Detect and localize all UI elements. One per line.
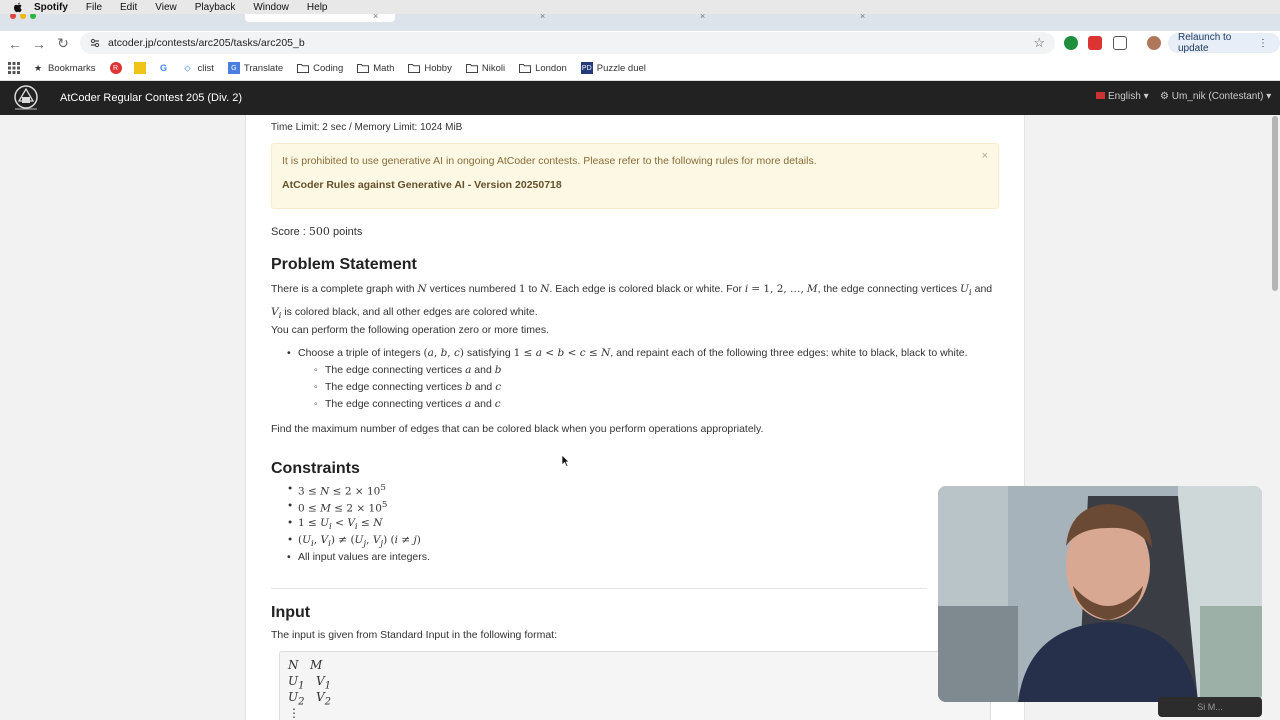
back-icon[interactable]: ← — [8, 35, 22, 52]
browser-tab[interactable] — [400, 14, 550, 22]
relaunch-label: Relaunch to update — [1178, 32, 1232, 54]
statement-text: There is a complete graph with — [271, 283, 415, 295]
webcam-person-image — [938, 486, 1262, 702]
bookmark-puzzle-duel[interactable] — [581, 62, 646, 74]
bookmark-math[interactable] — [357, 62, 394, 74]
statement-text: to — [528, 283, 538, 295]
mouse-cursor-icon — [561, 454, 570, 467]
ai-rules-link[interactable]: AtCoder Rules against Generative AI - Version 20250718 — [282, 179, 562, 191]
constraint-m: • $0 \le M \le 2 \times 10^5$ — [298, 500, 388, 515]
constraint-n: • $3 \le N \le 2 \times 10^5$ — [298, 483, 386, 498]
constraint-integers: • All input values are integers. — [298, 551, 430, 563]
constraint-uv: • $1 \le U_i < V_i \le N$ — [298, 517, 382, 532]
bookmark-translate[interactable] — [228, 62, 283, 74]
bookmark-label: Math — [373, 62, 395, 74]
tab-close-icon[interactable]: × — [540, 14, 546, 21]
star-icon: ★ — [33, 62, 43, 73]
bookmark-star-icon[interactable]: ☆ — [1033, 35, 1045, 50]
tab-close-icon[interactable]: × — [860, 14, 866, 21]
folder-icon — [357, 62, 369, 74]
format-line-2: $U_1$ $V_1$ — [288, 674, 331, 692]
red-circle-icon: R — [110, 62, 122, 74]
macos-menu-bar — [0, 0, 1280, 14]
browser-tab[interactable] — [720, 14, 870, 22]
bookmark-label: Puzzle duel — [596, 62, 646, 74]
webcam-label: Si M... — [1158, 697, 1262, 717]
more-menu-icon[interactable]: ⋮ — [1258, 37, 1268, 49]
translate-icon: G — [228, 62, 240, 74]
bookmark-label: Bookmarks — [48, 62, 96, 74]
menu-edit[interactable]: Edit — [120, 1, 138, 13]
user-dropdown[interactable] — [1160, 91, 1271, 102]
webcam-overlay — [938, 486, 1262, 702]
extensions-puzzle-icon[interactable] — [1113, 36, 1127, 50]
bookmark-red[interactable] — [110, 62, 126, 74]
input-description: The input is given from Standard Input in the following format: — [271, 629, 557, 641]
input-format-block — [279, 651, 991, 720]
bookmark-coding[interactable] — [297, 62, 343, 74]
statement-text: , and repaint each of the following three edges: white to black, black to white. — [610, 347, 968, 359]
atcoder-navbar — [0, 81, 1280, 115]
constraints-heading: Constraints — [271, 460, 360, 477]
menu-app-name[interactable]: Spotify — [34, 1, 68, 13]
bookmarks-bar — [0, 56, 1280, 81]
statement-text: vertices numbered — [429, 283, 516, 295]
url-text[interactable]: atcoder.jp/contests/arc205/tasks/arc205_b — [108, 37, 305, 49]
statement-paragraph-3: Find the maximum number of edges that can be colored black when you perform operations appropriately. — [271, 423, 764, 435]
score-label: Score : — [271, 226, 306, 238]
format-line-4: ⋮ — [288, 706, 300, 720]
bookmark-london[interactable] — [519, 62, 567, 74]
statement-text: Choose a triple of integers — [298, 347, 421, 359]
format-line-1: N M — [288, 658, 323, 672]
menu-window[interactable]: Window — [253, 1, 289, 13]
statement-paragraph-2: You can perform the following operation zero or more times. — [271, 324, 550, 336]
uk-flag-icon — [1096, 92, 1105, 99]
clist-icon: ⬦ — [184, 62, 191, 73]
bookmark-hobby[interactable] — [408, 62, 451, 74]
forward-icon[interactable]: → — [32, 35, 46, 52]
address-bar[interactable] — [80, 32, 1055, 54]
section-divider — [271, 588, 927, 589]
yellow-square-icon — [134, 62, 146, 74]
statement-text: and — [474, 364, 492, 376]
bookmark-label: Translate — [243, 62, 284, 74]
bookmark-label: Coding — [313, 62, 344, 74]
menu-view[interactable]: View — [155, 1, 177, 13]
tab-close-icon[interactable]: × — [373, 14, 379, 21]
time-memory-limits: Time Limit: 2 sec / Memory Limit: 1024 MiB — [271, 122, 463, 133]
bookmark-bookmarks[interactable] — [32, 62, 96, 74]
score-unit: points — [332, 226, 363, 238]
sub-edge-ac: ◦ The edge connecting vertices a and c — [325, 398, 501, 410]
statement-text: The edge connecting vertices — [325, 381, 463, 393]
grammarly-icon[interactable] — [1064, 36, 1078, 50]
statement-text: and — [974, 283, 993, 295]
folder-icon — [466, 62, 478, 74]
statement-text: . Each edge is colored black or white. For — [549, 283, 742, 295]
folder-icon — [519, 62, 531, 74]
browser-tab-strip — [0, 14, 1280, 31]
bookmark-label: London — [535, 62, 567, 74]
puzzle-icon: PD — [581, 62, 593, 74]
language-dropdown[interactable] — [1096, 91, 1149, 102]
atcoder-logo-icon[interactable] — [10, 83, 42, 113]
apps-grid-icon[interactable] — [8, 62, 20, 74]
caret-down-icon: ▾ — [1266, 91, 1272, 102]
browser-tab[interactable] — [10, 14, 36, 22]
scrollbar-thumb[interactable] — [1272, 116, 1278, 291]
user-label: Um_nik (Contestant) — [1171, 91, 1264, 102]
format-line-3: $U_2$ $V_2$ — [288, 690, 331, 708]
statement-paragraph-1: There is a complete graph with N vertices numbered 1 to N. Each edge is colored black or white. For i = 1, 2, …, M, the edge connecting vertices $U_i$ and $V_i$ is colored black, and all other edges are colored white. — [271, 283, 993, 322]
folder-icon — [297, 62, 309, 74]
gear-icon: ⚙ — [1160, 91, 1169, 102]
generative-ai-alert — [271, 143, 999, 209]
problem-statement-heading: Problem Statement — [271, 256, 417, 273]
menu-help[interactable]: Help — [306, 1, 328, 13]
alert-message: It is prohibited to use generative AI in ongoing AtCoder contests. Please refer to the following rules for more details. — [282, 155, 817, 167]
operation-description: • Choose a triple of integers (a, b, c) satisfying 1 ≤ a < b < c ≤ N, and repaint each of the following three edges: white to black, black to white. — [298, 347, 968, 359]
statement-text: and — [474, 398, 492, 410]
sub-edge-ab: ◦ The edge connecting vertices a and b — [325, 364, 501, 376]
menu-file[interactable]: File — [85, 1, 103, 13]
statement-text: is colored black, and all other edges are colored white. — [284, 306, 538, 319]
google-icon: G — [160, 63, 168, 73]
statement-text: The edge connecting vertices — [325, 398, 463, 410]
contest-title-link[interactable]: AtCoder Regular Contest 205 (Div. 2) — [60, 92, 242, 104]
bookmark-label: clist — [197, 62, 214, 74]
sub-edge-bc: ◦ The edge connecting vertices b and c — [325, 381, 501, 393]
statement-text: The edge connecting vertices — [325, 364, 463, 376]
caret-down-icon: ▾ — [1143, 91, 1149, 102]
browser-tab[interactable] — [560, 14, 710, 22]
tab-close-icon[interactable]: × — [700, 14, 706, 21]
bookmark-clist[interactable] — [182, 62, 214, 74]
input-heading: Input — [271, 604, 311, 621]
bookmark-google[interactable] — [158, 62, 174, 74]
score-line — [271, 225, 362, 238]
extension-red-icon[interactable] — [1088, 36, 1102, 50]
score-value: 500 — [308, 225, 330, 238]
folder-icon — [408, 62, 420, 74]
alert-close-icon[interactable]: × — [981, 150, 988, 162]
profile-avatar-icon[interactable] — [1147, 36, 1161, 50]
bookmark-yellow[interactable] — [134, 62, 150, 74]
apple-icon[interactable] — [12, 1, 24, 13]
reload-icon[interactable]: ↻ — [57, 35, 69, 51]
browser-tab-active[interactable] — [245, 14, 395, 22]
constraint-distinct: • ($U_i$, $V_i) \ne (U_j$, $V_j$) (i ≠ j) — [298, 534, 421, 549]
language-label: English — [1108, 91, 1141, 102]
statement-text: and — [474, 381, 493, 393]
bookmark-nikoli[interactable] — [466, 62, 505, 74]
relaunch-button[interactable] — [1168, 33, 1280, 53]
browser-toolbar — [0, 31, 1280, 56]
bookmark-label: Nikoli — [481, 62, 506, 74]
site-settings-icon[interactable] — [88, 36, 102, 50]
bookmark-label: Hobby — [424, 62, 452, 74]
menu-playback[interactable]: Playback — [194, 1, 236, 13]
statement-text: , the edge connecting vertices — [817, 283, 958, 295]
statement-text: satisfying — [466, 347, 511, 359]
